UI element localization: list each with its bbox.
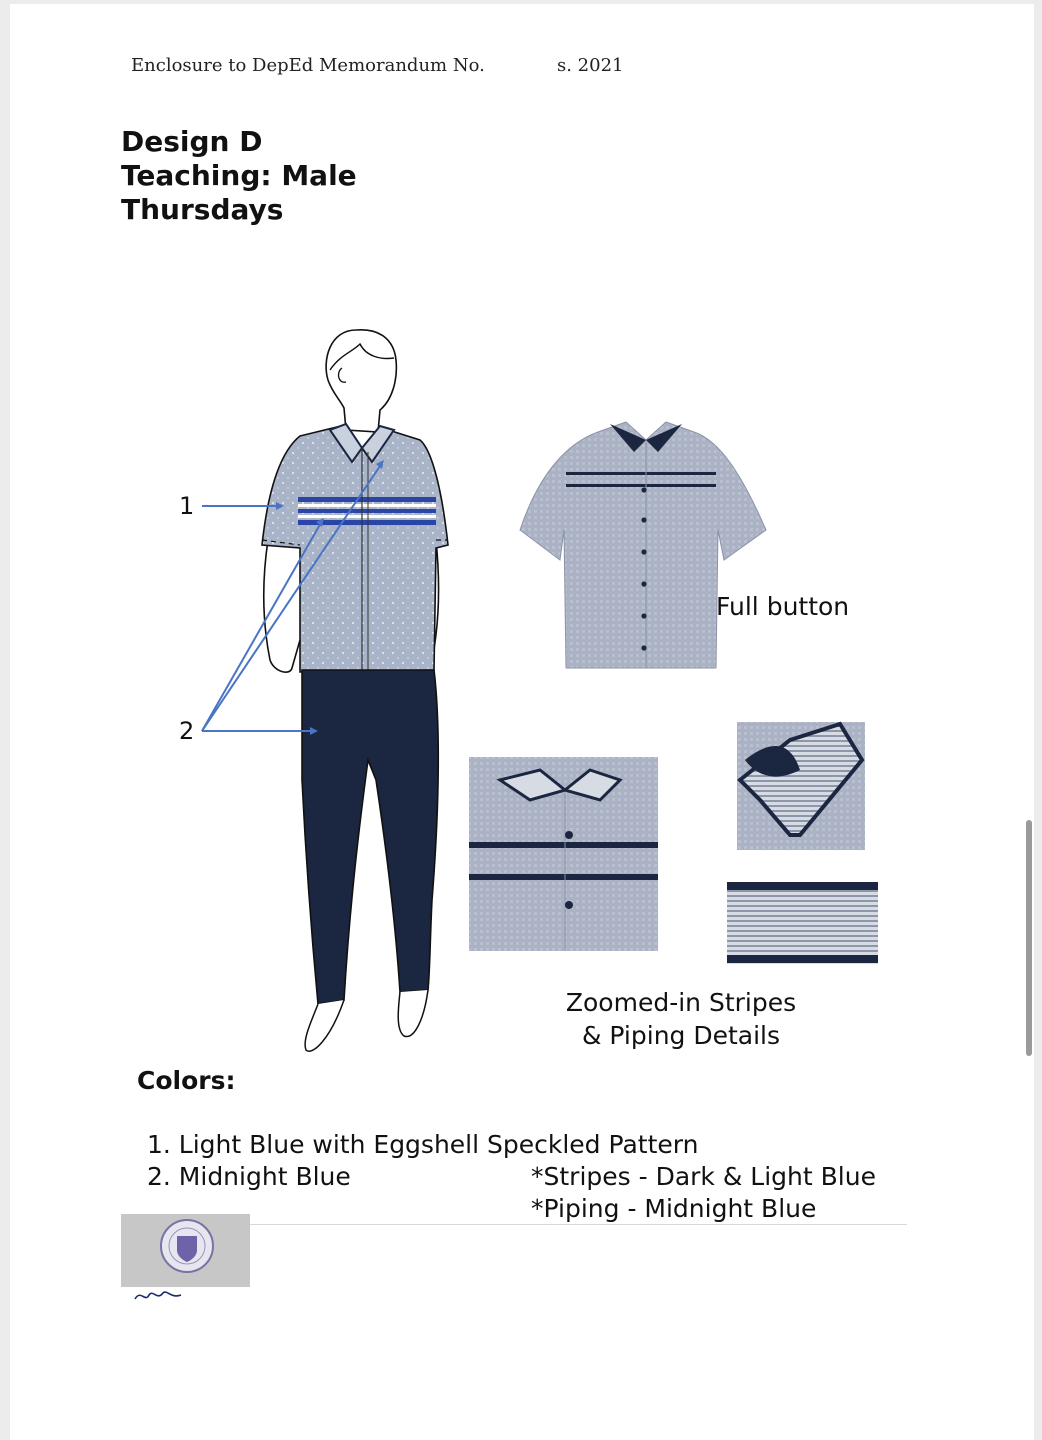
header-enclosure: Enclosure to DepEd Memorandum No. [131, 55, 485, 76]
stripes-note: *Stripes - Dark & Light Blue [531, 1162, 876, 1191]
caption-zoomed [546, 986, 816, 1052]
caption-zoomed-line1: Zoomed-in Stripes [565, 988, 797, 1017]
caption-zoomed-line2: & Piping Details [581, 1021, 781, 1050]
seal-background [121, 1214, 250, 1287]
signature-mark [133, 1285, 183, 1305]
caption-full-button: Full button [716, 592, 850, 621]
callout-2: 2 [179, 717, 195, 745]
color-item-2: 2. Midnight Blue [147, 1162, 351, 1191]
piping-note: *Piping - Midnight Blue [531, 1194, 817, 1223]
title-teaching: Teaching: Male [121, 159, 357, 192]
title-day: Thursdays [121, 193, 284, 226]
deped-seal-icon [159, 1218, 215, 1274]
colors-heading: Colors: [137, 1066, 236, 1095]
title-design: Design D [121, 125, 263, 158]
color-item-1: 1. Light Blue with Eggshell Speckled Pattern [147, 1130, 699, 1159]
callout-1: 1 [179, 492, 195, 520]
header-series: s. 2021 [557, 55, 624, 76]
